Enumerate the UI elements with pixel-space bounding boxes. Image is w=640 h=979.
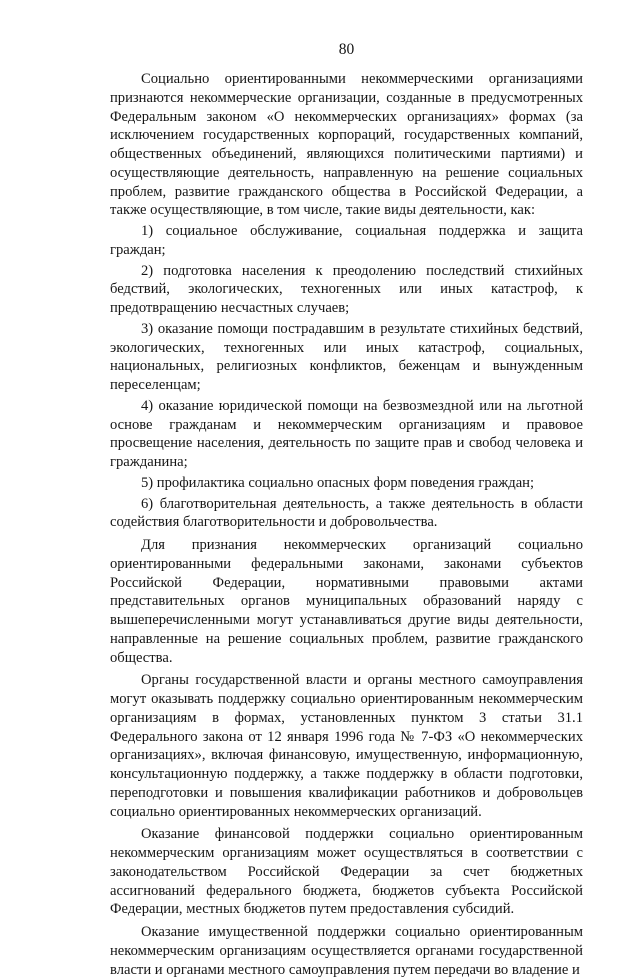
list-item-1: 1) социальное обслуживание, социальная поддержка и защита граждан; (110, 223, 583, 258)
paragraph-financial-support: Оказание финансовой поддержки социально ориентированным некоммерческим организациям может осуществляться в соответствии с законодательством Российской Федерации за счет бюджетных ассигнований федерального бюджета, бюджетов субъекта Российской Федерации, местных бюджетов путем предоставления субсидий. (110, 826, 583, 918)
list-item-6: 6) благотворительная деятельность, а также деятельность в области содействия благотворительности и добровольчества. (110, 495, 583, 531)
paragraph-recognition: Для признания некоммерческих организаций социально ориентированными федеральными законами, законами субъектов Российской Федерации, нормативными правовыми актами представительных органов муниципальных образований наряду с вышеперечисленными могут устанавливаться другие виды деятельности, направленные на решение социальных проблем, развитие гражданского общества. (110, 537, 583, 666)
paragraph-support-forms: Органы государственной власти и органы местного самоуправления могут оказывать поддержку социально ориентированным некоммерческим организациям в формах, установленных пунктом 3 статьи 31.1 Федерального закона от 12 января 1996 года № 7-ФЗ «О некоммерческих организациях», включая финансовую, имущественную, информационную, консультационную поддержку, а также поддержку в области подготовки, переподготовки и повышения квалификации работников и добровольцев социально ориентированных некоммерческих организаций. (110, 672, 583, 820)
paragraph-definition: Социально ориентированными некоммерческими организациями признаются некоммерческие организации, созданные в предусмотренных Федеральным законом «О некоммерческих организациях» формах (за исключением государственных корпораций, государственных компаний, общественных объединений, являющихся политическими партиями) и осуществляющие деятельность, направленную на решение социальных проблем, развитие гражданского общества в Российской Федерации, а также осуществляющие, в том числе, такие виды деятельности, как: (110, 71, 583, 219)
list-item-5: 5) профилактика социально опасных форм поведения граждан; (141, 474, 535, 491)
paragraph-property-support: Оказание имущественной поддержки социально ориентированным некоммерческим организациям осуществляется органами государственной власти и органами местного самоуправления путем передачи во владение и (110, 924, 583, 978)
list-item-4: 4) оказание юридической помощи на безвозмездной или на льготной основе гражданам и некоммерческим организациям и правовое просвещение населения, деятельность по защите прав и свобод человека и гражданина; (110, 397, 583, 470)
page-number: 80 (338, 41, 355, 58)
list-item-2: 2) подготовка населения к преодолению последствий стихийных бедствий, экологических, техногенных или иных катастроф, к предотвращению несчастных случаев; (110, 262, 583, 316)
list-item-3: 3) оказание помощи пострадавшим в результате стихийных бедствий, экологических, техногенных или иных катастроф, социальных, национальных, религиозных конфликтов, беженцам и вынужденным переселенцам; (110, 320, 583, 393)
body-text (110, 70, 583, 979)
